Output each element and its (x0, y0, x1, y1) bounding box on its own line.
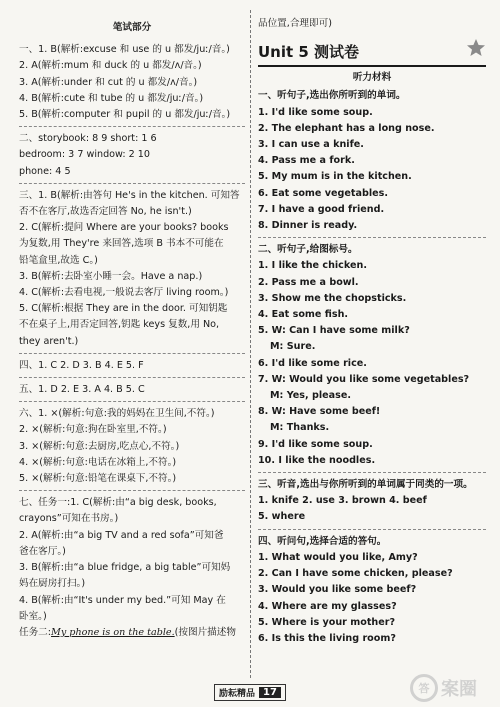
footer-brand: 励耘精品 (219, 688, 256, 699)
answer-line: they aren't.) (19, 335, 79, 347)
list-item: 3. I can use a knife. (258, 139, 364, 151)
answer-line: 4. B(解析:cute 和 tube 的 u 都发/juː/音。) (19, 92, 204, 104)
unit-title: Unit 5 测试卷 (258, 43, 360, 62)
answer-line: 否不在客厅,故选否定回答 No, he isn't.) (19, 206, 192, 218)
part3-block (19, 188, 245, 350)
list-item: M: Yes, please. (270, 390, 351, 402)
watermark-text: 案圈 (441, 679, 477, 700)
question2-list (258, 258, 486, 469)
list-item: 2. Pass me a bowl. (258, 276, 359, 288)
part5-answers: 五、1. D 2. E 3. A 4. B 5. C (19, 384, 145, 396)
answer-line: 5. ×(解析:句意:铅笔在课桌下,不符。) (19, 473, 177, 485)
answer-line: 三、1. B(解析:由答句 He's in the kitchen. 可知答 (19, 189, 240, 201)
list-item: 7. W: Would you like some vegetables? (258, 373, 470, 385)
answer-line: 3. B(解析:由“a blue fridge, a big table”可知妈 (19, 562, 231, 574)
separator (258, 472, 486, 473)
watermark-circle: 答 (410, 674, 438, 702)
answer-line: 不在桌子上,用否定回答,钥匙 keys 复数,用 No, (19, 319, 220, 331)
answer-line: 2. ×(解析:句意:狗在卧室里,不符。) (19, 424, 167, 436)
footer-brand-box (214, 684, 286, 701)
list-item: 1. I'd like some soup. (258, 106, 373, 118)
list-item: M: Sure. (270, 341, 316, 353)
list-item: 2. The elephant has a long nose. (258, 122, 435, 134)
question1-list (258, 105, 486, 235)
separator (19, 401, 245, 402)
answer-line: 2. C(解析:提问 Where are your books? books (19, 222, 229, 234)
list-item: 6. Is this the living room? (258, 632, 396, 644)
column-divider (250, 10, 251, 678)
separator (258, 529, 486, 530)
answer-line: 二、storybook: 8 9 short: 1 6 (19, 133, 157, 145)
answer-line: 六、1. ×(解析:句意:我的妈妈在卫生间,不符。) (19, 408, 215, 420)
list-item: 4. Eat some fish. (258, 309, 349, 321)
watermark-logo (410, 672, 494, 704)
list-item: 5. Where is your mother? (258, 616, 396, 628)
listening-title: 听力材料 (352, 72, 392, 84)
list-item: 9. I'd like some soup. (258, 438, 373, 450)
question3-list (258, 493, 486, 525)
list-item: 3. Would you like some beef? (258, 584, 417, 596)
task2-label: 任务二: (19, 626, 52, 638)
section-title: 笔试部分 (112, 22, 152, 33)
task2-handwritten-answer: My phone is on the table. (51, 626, 175, 638)
list-item: 1. What would you like, Amy? (258, 551, 418, 563)
list-item: 7. I have a good friend. (258, 203, 385, 215)
continuation-text: 品位置,合理即可) (258, 18, 332, 29)
question2-heading: 二、听句子,给图标号。 (258, 244, 358, 256)
answer-line: 5. B(解析:computer 和 pupil 的 u 都发/juː/音。) (19, 109, 231, 121)
task2-line (19, 625, 245, 641)
answer-line: phone: 4 5 (19, 165, 71, 177)
question4-list (258, 550, 486, 647)
list-item: 1. I like the chicken. (258, 260, 367, 272)
list-item: M: Thanks. (270, 422, 330, 434)
part7-block (19, 495, 245, 641)
unit-header (258, 40, 486, 64)
list-item: 1. knife 2. use 3. brown 4. beef (258, 495, 427, 507)
separator (19, 183, 245, 184)
separator (19, 377, 245, 378)
list-item: 4. Where are my glasses? (258, 600, 397, 612)
answer-line: 4. ×(解析:句意:电话在冰箱上,不符。) (19, 456, 177, 468)
part4-answers: 四、1. C 2. D 3. B 4. E 5. F (19, 359, 144, 371)
answer-line: 卧室。) (19, 610, 47, 622)
answer-line: 3. A(解析:under 和 cut 的 u 都发/ʌ/音。) (19, 76, 198, 88)
separator (19, 353, 245, 354)
answer-line: bedroom: 3 7 window: 2 10 (19, 149, 151, 161)
separator (19, 490, 245, 491)
list-item: 8. Dinner is ready. (258, 220, 358, 232)
list-item: 2. Can I have some chicken, please? (258, 568, 453, 580)
answer-line: 爸在客厅。) (19, 545, 66, 557)
list-item: 3. Show me the chopsticks. (258, 292, 407, 304)
part6-block (19, 406, 245, 487)
question4-heading: 四、听问句,选择合适的答句。 (258, 535, 387, 547)
part2-block (19, 131, 245, 180)
task2-note: (按图片描述物 (174, 626, 236, 638)
answer-line: 5. C(解析:根据 They are in the door. 可知钥匙 (19, 303, 228, 315)
answer-line: 3. ×(解析:句意:去厨房,吃点心,不符。) (19, 440, 180, 452)
answer-line: 一、1. B(解析:excuse 和 use 的 u 都发/juː/音。) (19, 44, 230, 56)
left-column (19, 14, 245, 641)
list-item: 6. I'd like some rice. (258, 357, 367, 369)
list-item: 6. Eat some vegetables. (258, 187, 388, 199)
answer-line: 4. C(解析:去看电视,一般说去客厅 living room。) (19, 287, 229, 299)
answer-line: crayons”可知在书房。) (19, 513, 119, 525)
answer-line: 2. A(解析:mum 和 duck 的 u 都发/ʌ/音。) (19, 60, 202, 72)
page-number: 17 (259, 687, 281, 698)
answer-line: 2. A(解析:由“a big TV and a red sofa”可知爸 (19, 529, 224, 541)
list-item: 5. W: Can I have some milk? (258, 325, 410, 337)
question3-heading: 三、听音,选出与你所听到的单词属于同类的一项。 (258, 479, 473, 491)
part1-block (19, 42, 245, 123)
answer-line: 铅笔盒里,故选 C。) (19, 254, 98, 266)
list-item: 5. My mum is in the kitchen. (258, 171, 412, 183)
list-item: 8. W: Have some beef! (258, 406, 381, 418)
list-item: 5. where (258, 511, 306, 523)
separator (258, 237, 486, 238)
answer-line: 为复数,用 They're 来回答,选项 B 书本不可能在 (19, 238, 224, 250)
answer-line: 七、任务一:1. C(解析:由“a big desk, books, (19, 497, 217, 509)
answer-line: 3. B(解析:去卧室小睡一会。Have a nap.) (19, 270, 203, 282)
list-item: 10. I like the noodles. (258, 454, 376, 466)
question1-heading: 一、听句子,选出你所听到的单词。 (258, 90, 406, 102)
right-column (258, 14, 486, 647)
list-item: 4. Pass me a fork. (258, 155, 355, 167)
answer-line: 妈在厨房打扫。) (19, 578, 86, 590)
separator (19, 126, 245, 127)
unit-header-rule (258, 65, 486, 67)
answer-line: 4. B(解析:由“It's under my bed.”可知 May 在 (19, 594, 226, 606)
star-icon (466, 38, 486, 58)
